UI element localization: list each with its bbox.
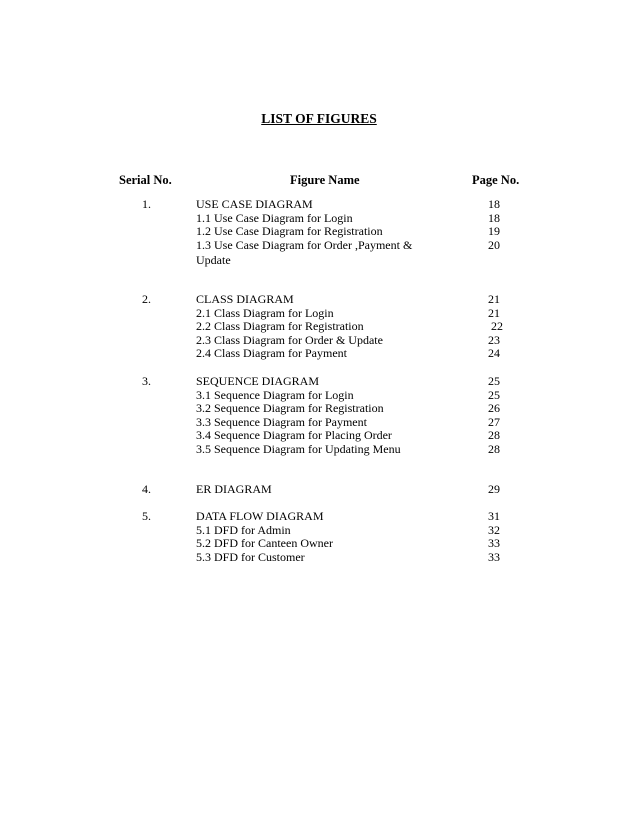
figure-row [0, 402, 638, 416]
figure-row [0, 254, 638, 268]
page-number: 20 [488, 237, 500, 252]
figure-name: DATA FLOW DIAGRAM [196, 509, 324, 523]
figure-name: 1.1 Use Case Diagram for Login [196, 210, 353, 225]
page-number: 27 [488, 414, 500, 429]
figure-name: 3.2 Sequence Diagram for Registration [196, 401, 384, 415]
serial-number: 1. [142, 197, 151, 211]
page-number: 29 [488, 482, 500, 496]
figure-row [0, 347, 638, 361]
page-number: 25 [488, 374, 500, 388]
page-number: 28 [488, 428, 500, 442]
figure-row [0, 524, 638, 538]
figure-row [0, 307, 638, 321]
figure-name: 5.2 DFD for Canteen Owner [196, 536, 333, 550]
figure-name: 3.4 Sequence Diagram for Placing Order [196, 428, 392, 442]
figure-name: 5.3 DFD for Customer [196, 549, 305, 564]
figure-group-2 [0, 293, 638, 361]
figure-name: 2.4 Class Diagram for Payment [196, 346, 347, 360]
figure-name: SEQUENCE DIAGRAM [196, 374, 319, 388]
page-number: 33 [488, 549, 500, 564]
figure-name: 2.1 Class Diagram for Login [196, 305, 334, 320]
figure-row [0, 510, 638, 524]
figure-row [0, 239, 638, 253]
figure-row [0, 429, 638, 443]
figure-name: 3.1 Sequence Diagram for Login [196, 387, 354, 402]
page-number: 18 [488, 197, 500, 211]
page-number: 33 [488, 536, 500, 550]
figure-name: 1.2 Use Case Diagram for Registration [196, 224, 383, 238]
serial-number: 4. [142, 482, 151, 496]
page-number: 21 [488, 305, 500, 320]
serial-number: 5. [142, 509, 151, 523]
figure-name: 2.3 Class Diagram for Order & Update [196, 332, 383, 347]
figure-row [0, 416, 638, 430]
header-serial: Serial No. [119, 173, 172, 187]
figure-row [0, 225, 638, 239]
figure-name: Update [196, 253, 231, 267]
figure-name: CLASS DIAGRAM [196, 292, 294, 306]
figure-row [0, 483, 638, 497]
figure-row [0, 443, 638, 457]
figure-group-5 [0, 510, 638, 564]
figure-row [0, 293, 638, 307]
page-number: 24 [488, 346, 500, 360]
figure-name: 1.3 Use Case Diagram for Order ,Payment & [196, 237, 413, 252]
figure-row [0, 375, 638, 389]
figure-name: ER DIAGRAM [196, 482, 272, 496]
page-number: 21 [488, 292, 500, 306]
figure-group-3 [0, 375, 638, 456]
page-title: LIST OF FIGURES [261, 111, 377, 126]
page-number: 23 [488, 332, 500, 347]
figure-name: 5.1 DFD for Admin [196, 522, 291, 537]
figure-row [0, 198, 638, 212]
header-figure-name: Figure Name [290, 173, 360, 187]
figure-row [0, 320, 638, 334]
page-number: 26 [488, 401, 500, 415]
serial-number: 3. [142, 374, 151, 388]
figure-row [0, 389, 638, 403]
figure-row [0, 537, 638, 551]
serial-number: 2. [142, 292, 151, 306]
page-number: 18 [488, 210, 500, 225]
page-number: 25 [488, 387, 500, 402]
page-number: 31 [488, 509, 500, 523]
header-page-no: Page No. [472, 173, 520, 187]
figure-row [0, 551, 638, 565]
figure-name: 3.3 Sequence Diagram for Payment [196, 414, 367, 429]
figure-name: USE CASE DIAGRAM [196, 197, 313, 211]
figure-name: 3.5 Sequence Diagram for Updating Menu [196, 441, 401, 456]
page-number: 19 [488, 224, 500, 238]
page-number: 32 [488, 522, 500, 537]
figure-row [0, 212, 638, 226]
page-number: 22 [488, 319, 503, 333]
figure-name: 2.2 Class Diagram for Registration [196, 319, 364, 333]
figure-group-1 [0, 198, 638, 268]
figure-row [0, 334, 638, 348]
page-number: 28 [488, 441, 500, 456]
figure-group-4 [0, 483, 638, 497]
